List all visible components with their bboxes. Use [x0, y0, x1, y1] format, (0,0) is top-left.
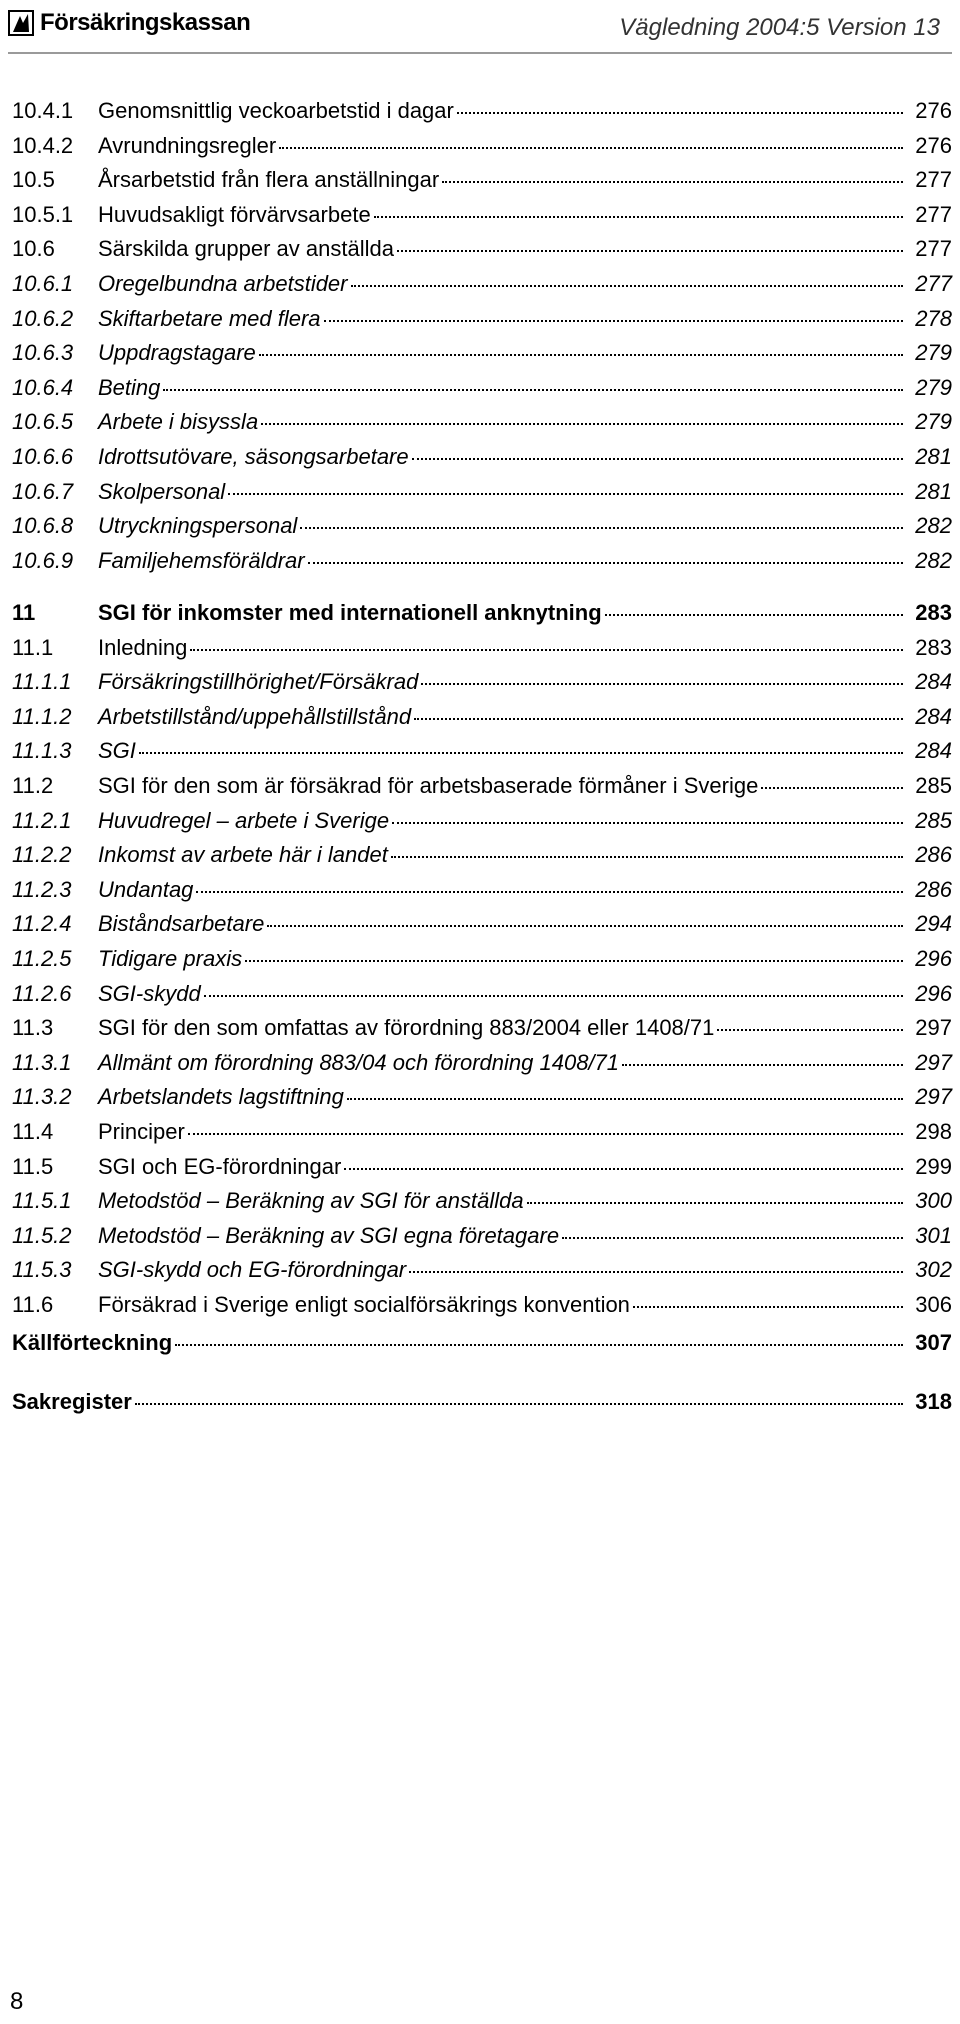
toc-entry-number: 11.5.3 — [12, 1257, 72, 1283]
toc-entry[interactable] — [12, 773, 952, 809]
toc-entry[interactable] — [12, 236, 952, 272]
toc-entry-title: Idrottsutövare, säsongsarbetare — [98, 444, 409, 469]
toc-entry[interactable] — [12, 911, 952, 947]
toc-entry[interactable] — [12, 306, 952, 342]
toc-entry[interactable] — [12, 981, 952, 1017]
toc-entry[interactable] — [12, 409, 952, 445]
brand-name: Försäkringskassan — [40, 9, 251, 36]
toc-entry-number: 10.6.5 — [12, 409, 74, 435]
toc-entry-title: Avrundningsregler — [98, 132, 277, 158]
toc-entry-page: 281 — [915, 444, 952, 469]
toc-dot-leader — [605, 614, 903, 616]
toc-dot-leader — [351, 285, 904, 287]
toc-dot-leader — [175, 1344, 903, 1346]
toc-entry-title: Försäkrad i Sverige enligt socialförsäkrings konvention — [98, 1292, 630, 1317]
toc-entry-page: 296 — [915, 980, 952, 1006]
toc-entry-title: Metodstöd – Beräkning av SGI för anställda — [98, 1188, 524, 1214]
toc-entry[interactable] — [12, 1154, 952, 1190]
toc-entry-title: Biståndsarbetare — [98, 911, 265, 937]
toc-entry[interactable] — [12, 1050, 952, 1086]
toc-dot-leader — [344, 1168, 903, 1170]
toc-entry-title: Utryckningspersonal — [98, 513, 298, 539]
toc-entry-number: 11.5.1 — [12, 1188, 72, 1214]
toc-entry-page: 276 — [915, 132, 952, 158]
toc-entry-number: 11.1.1 — [12, 669, 72, 695]
toc-entry[interactable] — [12, 808, 952, 844]
toc-entry-number: 11.1 — [12, 634, 54, 660]
toc-entry-number: 10.6 — [12, 236, 55, 262]
toc-entry[interactable] — [12, 271, 952, 307]
toc-entry-page: 299 — [915, 1153, 952, 1179]
page-number: 8 — [10, 1988, 24, 2015]
toc-dot-leader — [414, 718, 903, 720]
toc-dot-leader — [527, 1202, 903, 1204]
toc-entry[interactable] — [12, 513, 952, 549]
toc-dot-leader — [717, 1029, 903, 1031]
toc-dot-leader — [204, 995, 903, 997]
toc-entry-page: 279 — [915, 340, 952, 366]
toc-entry[interactable] — [12, 1330, 952, 1366]
toc-entry-title: Inledning — [98, 634, 188, 660]
toc-entry-page: 277 — [915, 271, 952, 296]
toc-entry-page: 286 — [915, 876, 952, 902]
toc-entry-title: Särskilda grupper av anställda — [98, 236, 394, 262]
toc-entry-number: 10.6.8 — [12, 513, 74, 539]
toc-entry-page: 284 — [915, 669, 952, 695]
toc-entry-page: 307 — [915, 1330, 952, 1355]
toc-entry-title: SGI för den som är försäkrad för arbetsbaserade förmåner i Sverige — [98, 773, 759, 798]
toc-entry-title: Arbetslandets lagstiftning — [98, 1084, 344, 1110]
toc-entry[interactable] — [12, 1223, 952, 1259]
toc-dot-leader — [761, 787, 903, 789]
toc-entry[interactable] — [12, 340, 952, 376]
header-divider — [8, 52, 952, 54]
toc-entry-number: 11.5.2 — [12, 1222, 72, 1248]
toc-entry-page: 297 — [915, 1015, 952, 1041]
toc-entry[interactable] — [12, 600, 952, 636]
toc-dot-leader — [633, 1306, 903, 1308]
toc-entry-page: 306 — [915, 1292, 952, 1317]
toc-entry-number: 11.3 — [12, 1015, 54, 1041]
toc-dot-leader — [421, 683, 903, 685]
toc-dot-leader — [562, 1237, 903, 1239]
toc-entry-number: 11.3.1 — [12, 1049, 72, 1075]
toc-entry-page: 294 — [915, 911, 952, 937]
toc-entry-number: 10.6.7 — [12, 478, 74, 504]
toc-entry-number: 11 — [12, 600, 36, 625]
toc-entry-page: 277 — [915, 167, 952, 193]
toc-entry-page: 279 — [915, 374, 952, 400]
toc-entry[interactable] — [12, 548, 952, 584]
toc-entry-title: Skolpersonal — [98, 478, 226, 504]
toc-dot-leader — [324, 320, 903, 322]
toc-entry-number: 11.4 — [12, 1119, 54, 1144]
toc-entry-title: SGI — [98, 738, 136, 764]
toc-entry[interactable] — [12, 98, 952, 134]
toc-entry-title: Huvudregel – arbete i Sverige — [98, 807, 390, 833]
toc-entry-title: Metodstöd – Beräkning av SGI egna företagare — [98, 1222, 560, 1248]
toc-dot-leader — [412, 458, 903, 460]
toc-entry-title: Arbetstillstånd/uppehållstillstånd — [98, 703, 412, 729]
toc-entry[interactable] — [12, 202, 952, 238]
toc-entry-title: Källförteckning — [12, 1330, 173, 1355]
toc-dot-leader — [442, 181, 903, 183]
toc-entry-page: 298 — [915, 1119, 952, 1144]
toc-entry-title: Oregelbundna arbetstider — [98, 271, 348, 296]
toc-entry[interactable] — [12, 946, 952, 982]
toc-dot-leader — [163, 389, 903, 391]
toc-entry-page: 285 — [915, 773, 952, 798]
toc-entry-title: Sakregister — [12, 1389, 132, 1414]
toc-entry-number: 11.6 — [12, 1292, 54, 1317]
toc-entry-title: SGI för den som omfattas av förordning 883/2004 eller 1408/71 — [98, 1015, 715, 1041]
toc-entry-title: Principer — [98, 1119, 185, 1144]
toc-entry-number: 11.3.2 — [12, 1084, 72, 1110]
toc-entry-number: 10.6.4 — [12, 374, 74, 400]
toc-entry-number: 11.2.4 — [12, 911, 72, 937]
toc-dot-leader — [267, 925, 903, 927]
toc-entry-number: 10.4.1 — [12, 98, 74, 123]
toc-entry[interactable] — [12, 669, 952, 705]
toc-dot-leader — [409, 1271, 903, 1273]
toc-entry-number: 10.6.6 — [12, 444, 74, 469]
toc-entry-title: Undantag — [98, 876, 194, 902]
toc-entry[interactable] — [12, 877, 952, 913]
toc-entry-number: 11.1.3 — [12, 738, 72, 764]
toc-entry-page: 277 — [915, 236, 952, 262]
toc-entry-title: Familjehemsföräldrar — [98, 547, 305, 573]
toc-entry[interactable] — [12, 842, 952, 878]
toc-dot-leader — [259, 354, 903, 356]
document-version: Vägledning 2004:5 Version 13 — [619, 14, 940, 41]
toc-entry[interactable] — [12, 167, 952, 203]
toc-entry[interactable] — [12, 133, 952, 169]
toc-entry-number: 11.2.5 — [12, 946, 72, 971]
toc-entry-page: 302 — [915, 1257, 952, 1283]
toc-entry-number: 11.2.1 — [12, 807, 72, 833]
toc-entry-number: 10.6.2 — [12, 305, 74, 331]
toc-dot-leader — [228, 493, 903, 495]
toc-entry-number: 11.2.6 — [12, 980, 72, 1006]
toc-dot-leader — [397, 250, 903, 252]
toc-entry-page: 297 — [915, 1084, 952, 1110]
toc-entry-title: SGI för inkomster med internationell anknytning — [98, 600, 602, 625]
toc-entry-title: Skiftarbetare med flera — [98, 305, 321, 331]
toc-entry-number: 11.2.3 — [12, 876, 72, 902]
toc-entry[interactable] — [12, 1188, 952, 1224]
toc-entry-title: SGI-skydd och EG-förordningar — [98, 1257, 407, 1283]
toc-entry-number: 11.5 — [12, 1153, 54, 1179]
toc-entry-title: Genomsnittlig veckoarbetstid i dagar — [98, 98, 454, 123]
toc-entry-page: 283 — [915, 634, 952, 660]
toc-entry[interactable] — [12, 1389, 952, 1425]
toc-dot-leader — [457, 112, 903, 114]
toc-entry[interactable] — [12, 1084, 952, 1120]
toc-entry[interactable] — [12, 444, 952, 480]
toc-entry-title: Årsarbetstid från flera anställningar — [98, 167, 440, 193]
toc-entry[interactable] — [12, 375, 952, 411]
toc-entry-number: 10.6.1 — [12, 271, 74, 296]
toc-entry-page: 282 — [915, 547, 952, 573]
toc-entry-page: 297 — [915, 1049, 952, 1075]
toc-entry-page: 285 — [915, 807, 952, 833]
toc-entry-page: 301 — [915, 1222, 952, 1248]
toc-entry-page: 279 — [915, 409, 952, 435]
toc-entry-page: 296 — [915, 946, 952, 971]
toc-dot-leader — [261, 423, 903, 425]
toc-entry[interactable] — [12, 1257, 952, 1293]
toc-entry-title: Tidigare praxis — [98, 946, 243, 971]
toc-dot-leader — [188, 1133, 903, 1135]
toc-entry-number: 10.5.1 — [12, 201, 74, 227]
toc-entry-number: 10.5 — [12, 167, 55, 193]
toc-dot-leader — [139, 752, 903, 754]
toc-entry[interactable] — [12, 479, 952, 515]
toc-entry-number: 11.1.2 — [12, 703, 72, 729]
toc-entry-title: Inkomst av arbete här i landet — [98, 842, 388, 868]
toc-entry[interactable] — [12, 635, 952, 671]
toc-dot-leader — [279, 147, 903, 149]
toc-dot-leader — [245, 960, 903, 962]
toc-entry-page: 300 — [915, 1188, 952, 1214]
toc-entry[interactable] — [12, 1292, 952, 1328]
toc-entry-page: 282 — [915, 513, 952, 539]
page-header — [0, 0, 960, 52]
toc-entry-title: SGI och EG-förordningar — [98, 1153, 342, 1179]
toc-entry-page: 318 — [915, 1389, 952, 1414]
toc-entry-number: 11.2.2 — [12, 842, 72, 868]
toc-entry-page: 286 — [915, 842, 952, 868]
toc-entry-page: 281 — [915, 478, 952, 504]
toc-dot-leader — [300, 527, 903, 529]
brand-logo — [8, 8, 250, 38]
toc-entry-title: Arbete i bisyssla — [98, 409, 259, 435]
brand-logo-icon — [8, 10, 34, 36]
toc-entry-number: 11.2 — [12, 773, 54, 798]
toc-dot-leader — [347, 1098, 903, 1100]
toc-entry-page: 278 — [915, 305, 952, 331]
toc-dot-leader — [392, 822, 903, 824]
toc-entry-number: 10.6.3 — [12, 340, 74, 366]
toc-entry[interactable] — [12, 1119, 952, 1155]
toc-dot-leader — [374, 216, 903, 218]
toc-entry-title: SGI-skydd — [98, 980, 201, 1006]
toc-entry-page: 284 — [915, 738, 952, 764]
toc-dot-leader — [622, 1064, 903, 1066]
toc-dot-leader — [308, 562, 903, 564]
toc-entry[interactable] — [12, 704, 952, 740]
toc-dot-leader — [391, 856, 903, 858]
toc-entry-title: Försäkringstillhörighet/Försäkrad — [98, 669, 419, 695]
toc-dot-leader — [196, 891, 903, 893]
toc-entry[interactable] — [12, 738, 952, 774]
toc-entry-page: 276 — [915, 98, 952, 123]
toc-entry-title: Huvudsakligt förvärvsarbete — [98, 201, 371, 227]
toc-entry-number: 10.4.2 — [12, 132, 74, 158]
toc-entry-page: 284 — [915, 703, 952, 729]
toc-entry-title: Uppdragstagare — [98, 340, 256, 366]
toc-dot-leader — [190, 649, 903, 651]
toc-entry[interactable] — [12, 1015, 952, 1051]
toc-entry-title: Beting — [98, 374, 161, 400]
toc-entry-page: 283 — [915, 600, 952, 625]
toc-entry-title: Allmänt om förordning 883/04 och förordning 1408/71 — [98, 1049, 620, 1075]
toc-dot-leader — [135, 1403, 903, 1405]
toc-entry-page: 277 — [915, 201, 952, 227]
toc-entry-number: 10.6.9 — [12, 547, 74, 573]
